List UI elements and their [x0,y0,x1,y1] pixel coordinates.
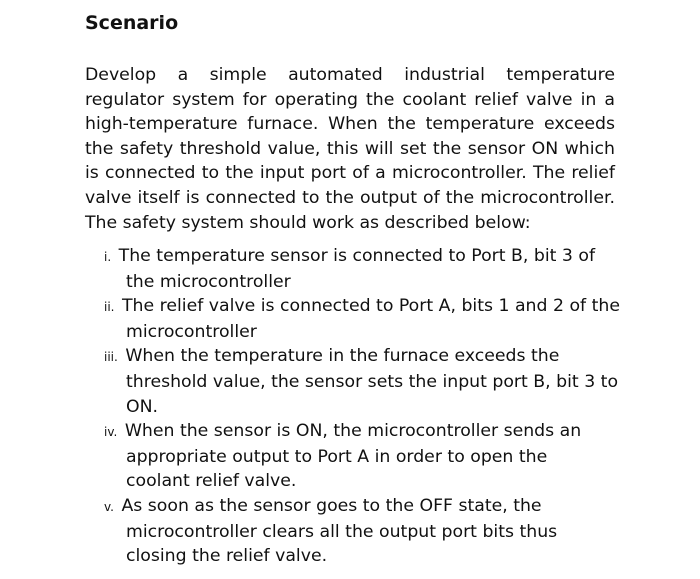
intro-paragraph: Develop a simple automated industrial temperature regulator system for operating the coolant relief valve in a high-temperature furnace. When the temperature exceeds the safety threshold value, this will set the sensor ON which is connected to the input port of a microcontroller. The relief valve itself is connected to the output of the microcontroller. The safety system should work as described below: [85,65,615,233]
scenario-heading: Scenario [85,12,179,34]
list-item [104,419,596,494]
list-item-text: When the temperature in the furnace exceeds the threshold value, the sensor sets the input port B, bit 3 to ON. [125,346,619,417]
list-marker: v. [104,499,114,514]
list-item [104,244,626,294]
list-item [104,494,586,569]
list-item [104,344,626,419]
list-marker: ii. [104,300,115,315]
list-item-text: The relief valve is connected to Port A, bits 1 and 2 of the microcontroller [121,296,620,342]
list-marker: i. [104,250,112,264]
list-item-text: When the sensor is ON, the microcontroller sends an appropriate output to Port A in order to open the coolant relief valve. [124,421,582,492]
list-item-text: The temperature sensor is connected to Port B, bit 3 of the microcontroller [118,246,596,292]
list-item [104,294,626,344]
requirements-list [104,244,626,569]
list-item-text: As soon as the sensor goes to the OFF state, the microcontroller clears all the output port bits thus closing the relief valve. [121,495,558,567]
list-marker: iii. [104,350,118,365]
list-marker: iv. [104,425,118,440]
